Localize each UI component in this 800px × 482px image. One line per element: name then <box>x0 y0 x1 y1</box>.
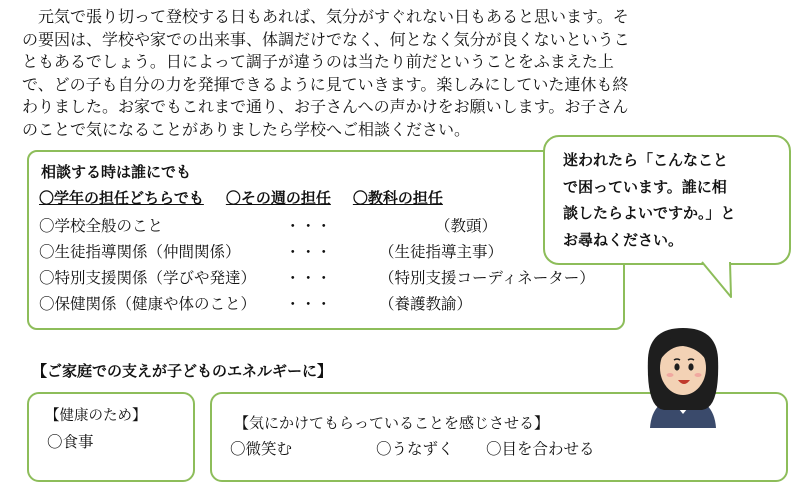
subtitle-item: 〇学年の担任どちらでも <box>39 189 204 207</box>
speech-bubble-tail <box>700 261 740 301</box>
health-title: 【健康のため】 <box>45 408 147 424</box>
intro-line: 元気で張り切って登校する日もあれば、気分がすぐれない日もあると思います。そ <box>22 7 629 26</box>
consult-dots: ・・・ <box>285 217 332 235</box>
care-item: 〇微笑む <box>230 440 293 458</box>
consultation-box <box>27 150 625 330</box>
consult-dots: ・・・ <box>285 269 332 287</box>
consult-category: 〇特別支援関係（学びや発達） <box>39 269 257 287</box>
consult-contact: （特別支援コーディネーター） <box>379 269 595 287</box>
care-item: 〇目を合わせる <box>486 440 595 458</box>
bubble-line: 迷われたら「こんなこと <box>563 151 729 169</box>
support-heading: 【ご家庭での支えが子どものエネルギーに】 <box>32 362 333 380</box>
consult-dots: ・・・ <box>285 243 332 261</box>
consult-contact: （生徒指導主事） <box>379 243 504 261</box>
consult-dots: ・・・ <box>285 295 332 313</box>
subtitle-item: 〇教科の担任 <box>352 189 443 207</box>
consult-category: 〇学校全般のこと <box>39 217 164 235</box>
care-item: 〇うなずく <box>376 440 454 458</box>
intro-line: ともあるでしょう。日によって調子が違うのは当たり前だということをふまえた上 <box>22 52 614 71</box>
speech-bubble <box>543 135 791 265</box>
intro-line: わりました。お家でもこれまで通り、お子さんへの声かけをお願いします。お子さん <box>22 97 629 116</box>
health-item: 〇食事 <box>47 433 94 451</box>
intro-paragraph <box>22 6 790 141</box>
consultation-subtitle <box>39 187 465 208</box>
intro-line: の要因は、学校や家での出来事、体調だけでなく、何となく気分が良くないというこ <box>22 29 630 49</box>
bubble-line: で困っています。誰に相 <box>563 177 727 196</box>
consult-contact: （養護教諭） <box>379 295 473 313</box>
consultation-title: 相談する時は誰にでも <box>41 163 192 181</box>
intro-line: のことで気になることがありましたら学校へご相談ください。 <box>22 119 471 139</box>
subtitle-item: 〇その週の担任 <box>225 189 331 207</box>
bubble-line: 談したらよいですか。」と <box>563 204 736 222</box>
consult-category: 〇保健関係（健康や体のこと） <box>39 295 257 313</box>
consult-category: 〇生徒指導関係（仲間関係） <box>39 243 241 261</box>
speech-bubble-text <box>563 147 783 253</box>
consult-contact: （教頭） <box>435 217 498 235</box>
intro-line: で、どの子も自分の力を発揮できるように見ていきます。楽しみにしていた連休も終 <box>22 74 629 94</box>
student-girl-illustration <box>640 318 726 428</box>
health-box <box>27 392 195 482</box>
bubble-line: お尋ねください。 <box>563 230 684 249</box>
care-title: 【気にかけてもらっていることを感じさせる】 <box>234 414 550 432</box>
